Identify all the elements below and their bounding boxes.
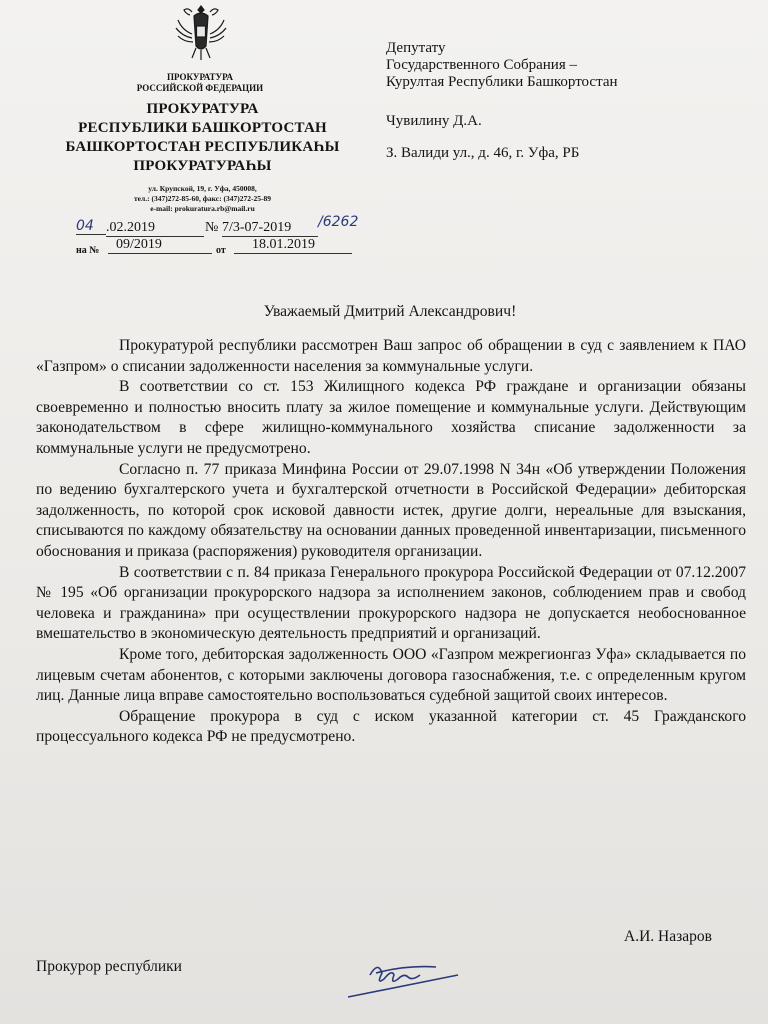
ref-prefix: на № xyxy=(76,245,100,256)
org-name xyxy=(60,100,345,176)
header-small-line-1: ПРОКУРАТУРА xyxy=(167,72,233,82)
recipient-block xyxy=(386,40,746,162)
recipient-line-3: Курултая Республики Башкортостан xyxy=(386,74,618,90)
number-symbol: № xyxy=(205,220,219,235)
signer-name: А.И. Назаров xyxy=(624,928,712,945)
address-line-3: e-mail: prokuratura.rb@mail.ru xyxy=(150,204,255,213)
greeting: Уважаемый Дмитрий Александрович! xyxy=(263,303,517,320)
signer-title: Прокурор республики xyxy=(36,958,182,975)
paragraph: В соответствии со ст. 153 Жилищного кодекса РФ граждане и организации обязаны своевременно и полностью вносить плату за жилое помещение и коммунальные услуги. Действующим законодательством в сфере жилищно-коммунального хозяйства списание задолженности за коммунальные услуги не предусмотрено. xyxy=(36,378,746,457)
handwritten-signature-icon xyxy=(330,935,480,1015)
recipient-address: З. Валиди ул., д. 46, г. Уфа, РБ xyxy=(386,145,580,161)
date-day-handwritten: 04 xyxy=(76,218,106,235)
recipient-line-2: Государственного Собрания – xyxy=(386,57,577,73)
outgoing-date: .02.2019 xyxy=(106,220,204,237)
paragraph: Прокуратурой республики рассмотрен Ваш запрос об обращении в суд с заявлением к ПАО «Газпром» о списании задолженности населения за коммунальные услуги. xyxy=(36,337,746,375)
outgoing-number-handwritten: /6262 xyxy=(318,214,359,230)
ref-number: 09/2019 xyxy=(108,237,212,254)
header-small-line-2: РОССИЙСКОЙ ФЕДЕРАЦИИ xyxy=(136,83,264,93)
recipient-line-1: Депутату xyxy=(386,40,446,56)
ref-date: 18.01.2019 xyxy=(234,237,352,254)
org-address xyxy=(95,184,310,214)
ref-from: от xyxy=(216,245,226,256)
recipient-name: Чувилину Д.А. xyxy=(386,113,482,129)
coat-of-arms-icon xyxy=(172,2,230,62)
address-line-1: ул. Крупской, 19, г. Уфа, 450008, xyxy=(148,184,257,193)
address-line-2: тел.: (347)272-85-60, факс: (347)272-25-89 xyxy=(134,194,271,203)
org-line-2: РЕСПУБЛИКИ БАШКОРТОСТАН xyxy=(78,120,327,136)
outgoing-number: 7/3-07-2019 xyxy=(222,220,318,237)
paragraph: В соответствии с п. 84 приказа Генерального прокурора Российской Федерации от 07.12.2007 № 195 «Об организации прокурорского надзора за исполнением законов, соблюдением прав и свобод человека и гражданина» при осуществлении прокурорского надзора не допускается необоснованное вмешательство в экономическую деятельность предприятий и организаций. xyxy=(36,563,746,643)
org-line-3: БАШКОРТОСТАН РЕСПУБЛИКАҺЫ xyxy=(65,139,340,155)
paragraph: Обращение прокурора в суд с иском указанной категории ст. 45 Гражданского процессуального кодекса РФ не предусмотрено. xyxy=(36,707,746,746)
header-small-title xyxy=(125,72,275,94)
paragraph: Кроме того, дебиторская задолженность ООО «Газпром межрегионгаз Уфа» складывается по лицевым счетам абонентов, с которыми заключены договора газоснабжения, т.е. с определенным кругом лиц. Данные лица вправе самостоятельно воспользоваться судебной защитой своих интересов. xyxy=(36,645,746,705)
paragraph: Согласно п. 77 приказа Минфина России от 29.07.1998 N 34н «Об утверждении Положения по ведению бухгалтерского учета и бухгалтерской отчетности в Российской Федерации» дебиторская задолженность, по которой срок исковой давности истек, другие долги, нереальные для взыскания, списываются по каждому обязательству на основании данных проведенной инвентаризации, письменного обоснования и приказа (распоряжения) руководителя организации. xyxy=(36,460,746,560)
org-line-4: ПРОКУРАТУРАҺЫ xyxy=(133,158,272,174)
letter-body xyxy=(36,336,746,748)
org-line-1: ПРОКУРАТУРА xyxy=(146,101,259,117)
incoming-ref xyxy=(76,237,366,259)
